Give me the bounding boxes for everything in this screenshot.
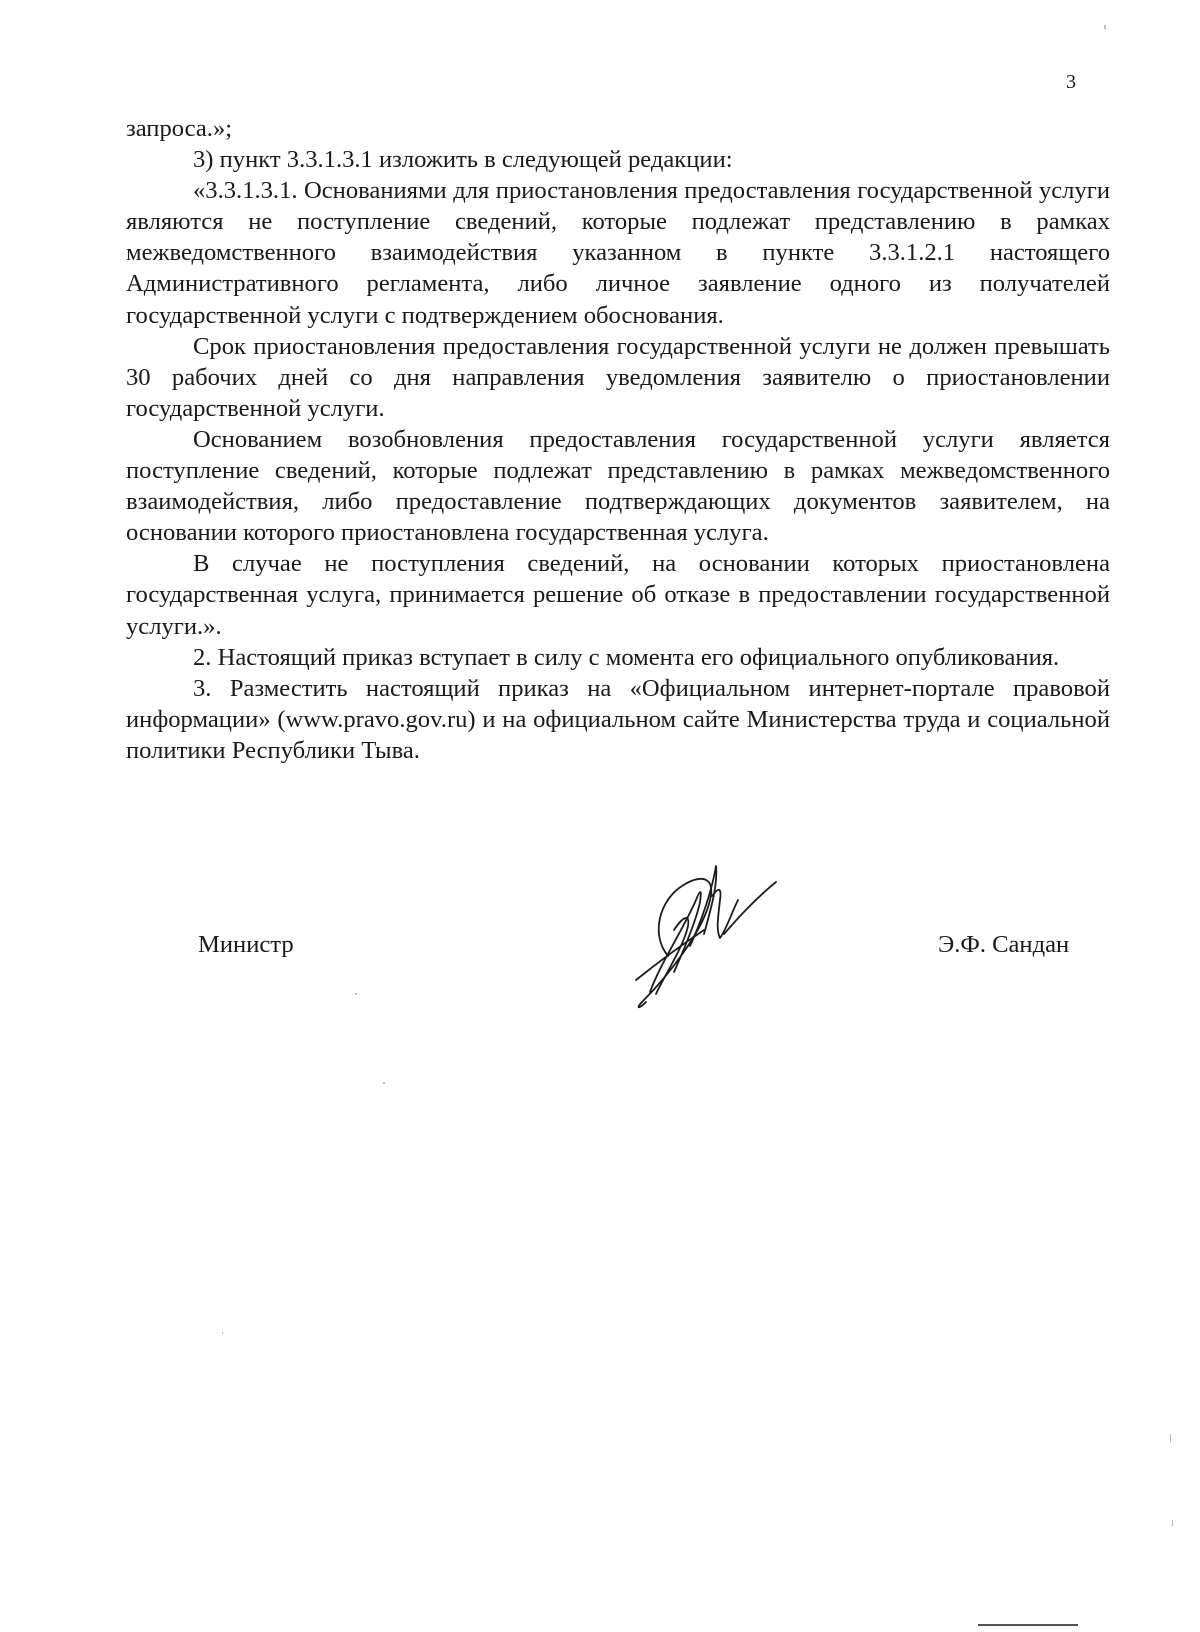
scan-edge-mark [978, 1624, 1078, 1626]
paragraph-4: Срок приостановления предоставления государственной услуги не должен превышать 30 рабочих дней со дня направления уведомления заявителю о приостановлении государственной услуги. [126, 332, 1110, 422]
signatory-name: Э.Ф. Сандан [938, 931, 1070, 958]
scan-speck [383, 1082, 385, 1084]
paragraph-3: «3.3.1.3.1. Основаниями для приостановления предоставления государственной услуги являются не поступление сведений, которые подлежат представлению в рамках межведомственного взаимодействия указанном в пункте 3.3.1.2.1 настоящего Административного регламента, либо личное заявление одного из получателей государственной услуги с подтверждением обоснования. [126, 177, 1110, 329]
paragraph-5: Основанием возобновления предоставления государственной услуги является поступление сведений, которые подлежат представлению в рамках межведомственного взаимодействия, либо предоставление подтверждающих документов заявителем, на основании которого приостановлена государственная услуга. [126, 425, 1110, 547]
paragraph-1: запроса.»; [126, 115, 233, 142]
handwritten-signature [620, 860, 820, 1020]
signatory-role: Министр [198, 931, 294, 958]
paragraph-2: 3) пункт 3.3.1.3.1 изложить в следующей редакции: [193, 146, 733, 174]
scan-speck [222, 1332, 223, 1334]
paragraph-6: В случае не поступления сведений, на основании которых приостановлена государственная услуга, принимается решение об отказе в предоставлении государственной услуги.». [126, 550, 1110, 640]
paragraph-8: 3. Разместить настоящий приказ на «Официальном интернет-портале правовой информации» (www.pravo.gov.ru) и на официальном сайте Министерства труда и социальной политики Республики Тыва. [126, 674, 1110, 764]
page-number: 3 [1066, 71, 1076, 93]
scan-speck [1172, 1520, 1173, 1526]
document-body [126, 113, 1110, 766]
scan-speck [1170, 1434, 1171, 1442]
scan-speck [355, 993, 357, 995]
paragraph-7: 2. Настоящий приказ вступает в силу с момента его официального опубликования. [193, 643, 1060, 671]
scan-speck [1104, 25, 1106, 29]
